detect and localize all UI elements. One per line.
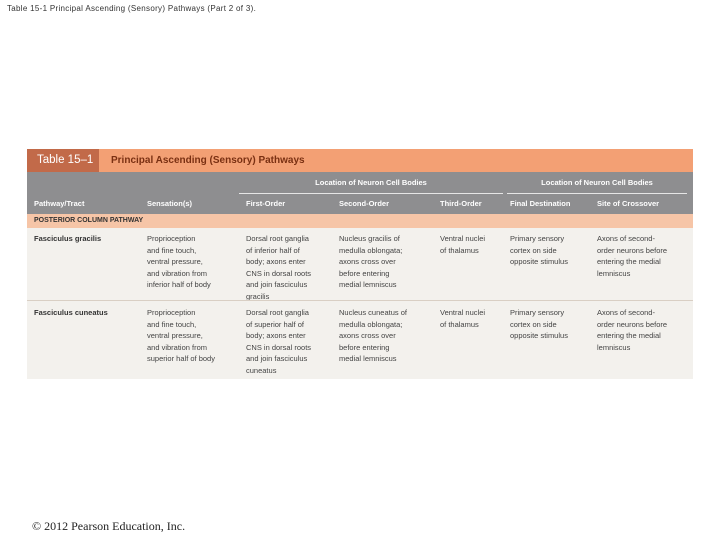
text-line: order neurons before xyxy=(597,245,668,255)
text-line: Proprioception xyxy=(147,308,196,317)
text-line: before entering xyxy=(339,342,390,352)
text-line: cortex on side xyxy=(510,319,557,329)
slide-title: Table 15-1 Principal Ascending (Sensory) Pathways (Part 2 of 3). xyxy=(7,4,257,13)
text-line: of thalamus xyxy=(440,245,479,255)
text-line: and vibration from xyxy=(147,342,208,352)
text-line: Primary sensory xyxy=(510,308,565,317)
text-line: of inferior half of xyxy=(246,245,300,255)
text-line: body; axons enter xyxy=(246,257,306,266)
row-divider xyxy=(27,300,693,301)
row-destination-cuneatus xyxy=(510,307,568,342)
text-line: entering the medial xyxy=(597,257,661,266)
row-tract-cuneatus: Fasciculus cuneatus xyxy=(34,308,108,317)
column-header-first-order: First-Order xyxy=(246,199,286,208)
text-line: Nucleus gracilis of xyxy=(339,234,400,243)
table-title: Principal Ascending (Sensory) Pathways xyxy=(111,155,305,166)
text-line: inferior half of body xyxy=(147,280,211,289)
table-banner xyxy=(27,149,693,172)
text-line: Axons of second- xyxy=(597,234,655,243)
pathways-table xyxy=(27,149,693,379)
text-line: and join fasciculus xyxy=(246,354,308,363)
text-line: opposite stimulus xyxy=(510,331,568,340)
row-third-order-cuneatus xyxy=(440,307,485,330)
text-line: medial lemniscus xyxy=(339,280,397,289)
text-line: axons cross over xyxy=(339,257,396,266)
row-second-order-cuneatus xyxy=(339,307,407,365)
text-line: and fine touch, xyxy=(147,245,197,255)
text-line: and fine touch, xyxy=(147,319,197,329)
column-header-second-order: Second-Order xyxy=(339,199,390,208)
row-crossover-cuneatus xyxy=(597,307,667,353)
group-header-neuron-cell-bodies-2: Location of Neuron Cell Bodies xyxy=(541,178,653,187)
text-line: Dorsal root ganglia xyxy=(246,308,309,317)
text-line: opposite stimulus xyxy=(510,257,568,266)
column-header-third-order: Third-Order xyxy=(440,199,482,208)
text-line: and vibration from xyxy=(147,268,208,278)
row-second-order-gracilis xyxy=(339,233,402,291)
text-line: CNS in dorsal roots xyxy=(246,342,312,352)
row-tract-gracilis: Fasciculus gracilis xyxy=(34,234,102,243)
text-line: axons cross over xyxy=(339,331,396,340)
text-line: medulla oblongata; xyxy=(339,245,403,255)
text-line: gracilis xyxy=(246,291,270,301)
text-line: of thalamus xyxy=(440,319,479,329)
row-first-order-cuneatus xyxy=(246,307,311,376)
text-line: lemniscus xyxy=(597,268,631,278)
text-line: of superior half of xyxy=(246,319,304,329)
column-header-sensations: Sensation(s) xyxy=(147,199,193,208)
copyright-footer: © 2012 Pearson Education, Inc. xyxy=(32,519,186,533)
text-line: Ventral nuclei xyxy=(440,308,486,317)
row-sensations-cuneatus xyxy=(147,307,215,365)
column-header-pathway: Pathway/Tract xyxy=(34,199,85,208)
text-line: body; axons enter xyxy=(246,331,306,340)
text-line: Ventral nuclei xyxy=(440,234,486,243)
row-first-order-gracilis xyxy=(246,233,311,302)
text-line: ventral pressure, xyxy=(147,257,203,266)
text-line: order neurons before xyxy=(597,319,668,329)
text-line: Dorsal root ganglia xyxy=(246,234,309,243)
text-line: medial lemniscus xyxy=(339,354,397,363)
text-line: CNS in dorsal roots xyxy=(246,268,312,278)
text-line: before entering xyxy=(339,268,390,278)
text-line: cuneatus xyxy=(246,365,277,375)
text-line: Nucleus cuneatus of xyxy=(339,308,407,317)
row-sensations-gracilis xyxy=(147,233,211,291)
text-line: and join fasciculus xyxy=(246,280,308,289)
text-line: superior half of body xyxy=(147,354,215,363)
text-line: Proprioception xyxy=(147,234,196,243)
column-header-final-destination: Final Destination xyxy=(510,199,571,208)
text-line: ventral pressure, xyxy=(147,331,203,340)
row-crossover-gracilis xyxy=(597,233,667,279)
section-posterior-column: POSTERIOR COLUMN PATHWAY xyxy=(27,214,693,228)
text-line: entering the medial xyxy=(597,331,661,340)
text-line: cortex on side xyxy=(510,245,557,255)
text-line: lemniscus xyxy=(597,342,631,352)
text-line: Primary sensory xyxy=(510,234,565,243)
group-header-neuron-cell-bodies: Location of Neuron Cell Bodies xyxy=(315,178,427,187)
row-destination-gracilis xyxy=(510,233,568,268)
text-line: medulla oblongata; xyxy=(339,319,403,329)
table-label: Table 15–1 xyxy=(27,149,99,172)
column-header-site-of-crossover: Site of Crossover xyxy=(597,199,660,208)
row-third-order-gracilis xyxy=(440,233,485,256)
text-line: Axons of second- xyxy=(597,308,655,317)
